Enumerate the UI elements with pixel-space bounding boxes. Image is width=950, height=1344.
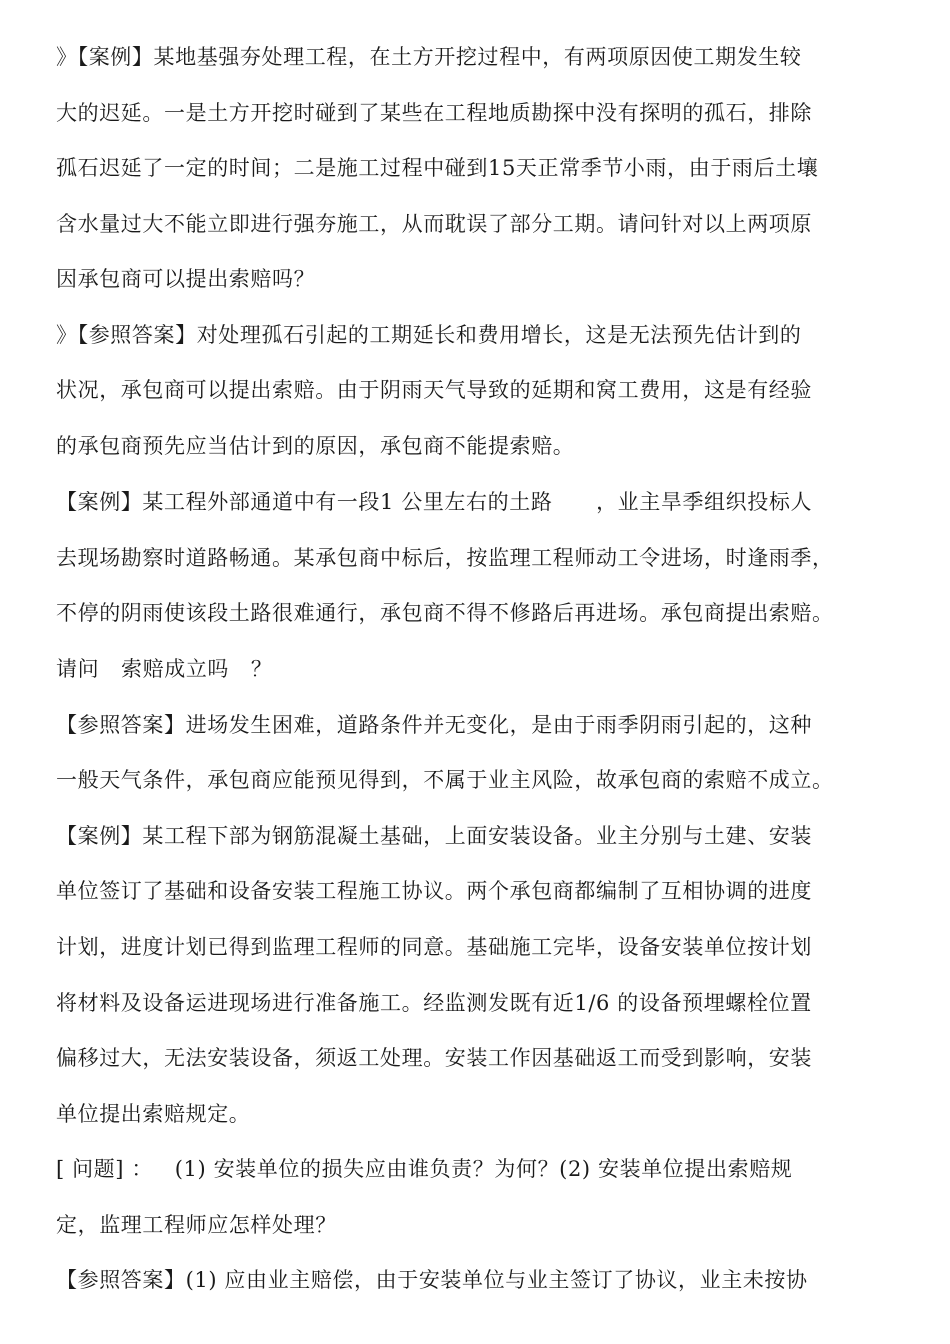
- text-line: 大的迟延。一是土方开挖时碰到了某些在工程地质勘探中没有探明的孤石，排除: [56, 101, 812, 125]
- text-line: 含水量过大不能立即进行强夯施工，从而耽误了部分工期。请问针对以上两项原: [56, 212, 812, 236]
- text-line: 》【参照答案】对处理孤石引起的工期延长和费用增长，这是无法预先估计到的: [56, 323, 802, 347]
- text-line: 定，监理工程师应怎样处理？: [56, 1213, 337, 1237]
- text-line: 单位提出索赔规定。: [56, 1102, 251, 1126]
- text-line: 偏移过大，无法安装设备，须返工处理。安装工作因基础返工而受到影响，安装: [56, 1046, 812, 1070]
- text-line: [ 问题] ： (1) 安装单位的损失应由谁负责？为何？(2) 安装单位提出索赔规: [56, 1157, 793, 1181]
- text-line: 【参照答案】进场发生困难，道路条件并无变化，是由于雨季阴雨引起的，这种: [56, 713, 812, 737]
- text-line: 去现场勘察时道路畅通。某承包商中标后，按监理工程师动工令进场，时逢雨季，: [56, 546, 834, 570]
- text-line: 请问 索赔成立吗 ？: [56, 657, 273, 681]
- text-line: 【参照答案】(1) 应由业主赔偿，由于安装单位与业主签订了协议，业主未按协: [56, 1268, 808, 1292]
- text-line: 的承包商预先应当估计到的原因，承包商不能提索赔。: [56, 434, 575, 458]
- text-line: 因承包商可以提出索赔吗？: [56, 267, 316, 291]
- text-line: 一般天气条件，承包商应能预见得到，不属于业主风险，故承包商的索赔不成立。: [56, 768, 834, 792]
- text-line: 【案例】某工程下部为钢筋混凝土基础，上面安装设备。业主分别与土建、安装: [56, 824, 812, 848]
- text-line: 【案例】某工程外部通道中有一段1 公里左右的土路 ，业主旱季组织投标人: [56, 490, 813, 514]
- text-line: 不停的阴雨使该段土路很难通行，承包商不得不修路后再进场。承包商提出索赔。: [56, 601, 834, 625]
- text-line: 计划，进度计划已得到监理工程师的同意。基础施工完毕，设备安装单位按计划: [56, 935, 812, 959]
- text-line: 状况，承包商可以提出索赔。由于阴雨天气导致的延期和窝工费用，这是有经验: [56, 378, 812, 402]
- text-line: 单位签订了基础和设备安装工程施工协议。两个承包商都编制了互相协调的进度: [56, 879, 812, 903]
- text-line: 》【案例】某地基强夯处理工程，在土方开挖过程中，有两项原因使工期发生较: [56, 45, 802, 69]
- text-line: 将材料及设备运进现场进行准备施工。经监测发既有近1/6 的设备预埋螺栓位置: [56, 991, 812, 1015]
- text-line: 孤石迟延了一定的时间；二是施工过程中碰到15天正常季节小雨，由于雨后土壤: [56, 156, 819, 180]
